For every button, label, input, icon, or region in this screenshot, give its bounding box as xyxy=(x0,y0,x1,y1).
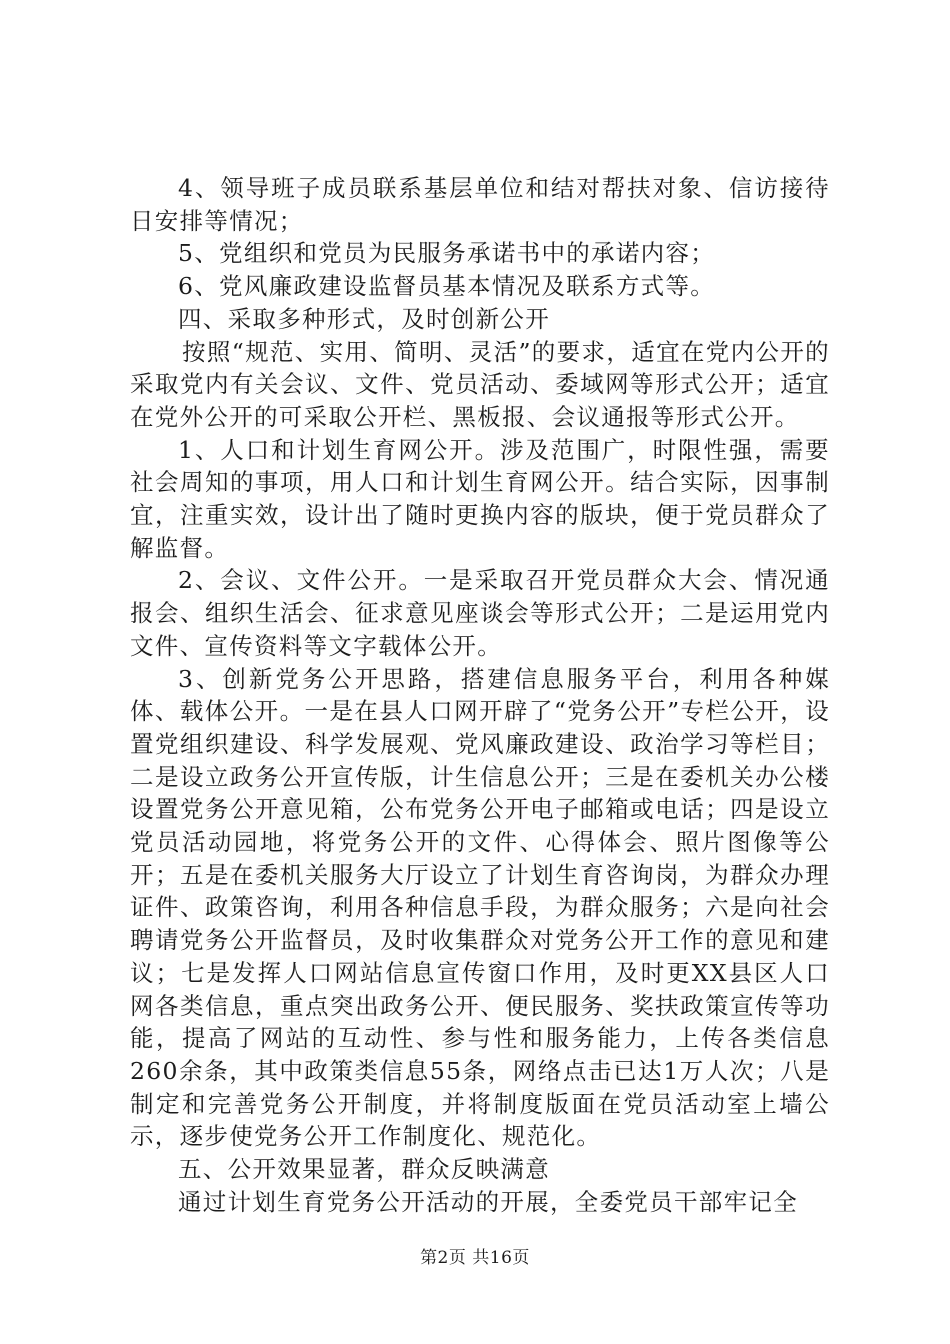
document-body xyxy=(130,172,830,1219)
list-item-5: 5、党组织和党员为民服务承诺书中的承诺内容； xyxy=(178,239,716,268)
body-paragraph: 2、会议、文件公开。一是采取召开党员群众大会、情况通报会、组织生活会、征求意见座谈会等形式公开；二是运用党内文件、宣传资料等文字载体公开。 xyxy=(130,566,830,660)
list-item-6: 6、党风廉政建设监督员基本情况及联系方式等。 xyxy=(178,272,716,301)
section-heading-5: 五、公开效果显著，群众反映满意 xyxy=(178,1155,550,1184)
body-paragraph: 通过计划生育党务公开活动的开展，全委党员干部牢记全 xyxy=(178,1187,798,1216)
list-item-4: 4、领导班子成员联系基层单位和结对帮扶对象、信访接待日安排等情况； xyxy=(130,174,830,235)
body-paragraph: 3、创新党务公开思路，搭建信息服务平台，利用各种媒体、载体公开。一是在县人口网开辟了“党务公开”专栏公开，设置党组织建设、科学发展观、党风廉政建设、政治学习等栏目；二是设立政务公开宣传版，计生信息公开；三是在委机关办公楼设置党务公开意见箱，公布党务公开电子邮箱或电话；四是设立党员活动园地，将党务公开的文件、心得体会、照片图像等公开；五是在委机关服务大厅设立了计划生育咨询岗，为群众办理证件、政策咨询，利用各种信息手段，为群众服务；六是向社会聘请党务公开监督员，及时收集群众对党务公开工作的意见和建议；七是发挥人口网站信息宣传窗口作用，及时更XX县区人口网各类信息，重点突出政务公开、便民服务、奖扶政策宣传等功能，提高了网站的互动性、参与性和服务能力，上传各类信息260余条，其中政策类信息55条，网络点击已达1万人次；八是制定和完善党务公开制度，并将制度版面在党员活动室上墙公示，逐步使党务公开工作制度化、规范化。 xyxy=(130,664,830,1151)
body-paragraph: 按照“规范、实用、简明、灵活”的要求，适宜在党内公开的采取党内有关会议、文件、党员活动、委域网等形式公开；适宜在党外公开的可采取公开栏、黑板报、会议通报等形式公开。 xyxy=(130,337,830,431)
section-heading-4: 四、采取多种形式，及时创新公开 xyxy=(178,304,550,333)
body-paragraph: 1、人口和计划生育网公开。涉及范围广，时限性强，需要社会周知的事项，用人口和计划生育网公开。结合实际，因事制宜，注重实效，设计出了随时更换内容的版块，便于党员群众了解监督。 xyxy=(130,435,830,562)
page-footer: 第2页 共16页 xyxy=(420,1248,530,1268)
